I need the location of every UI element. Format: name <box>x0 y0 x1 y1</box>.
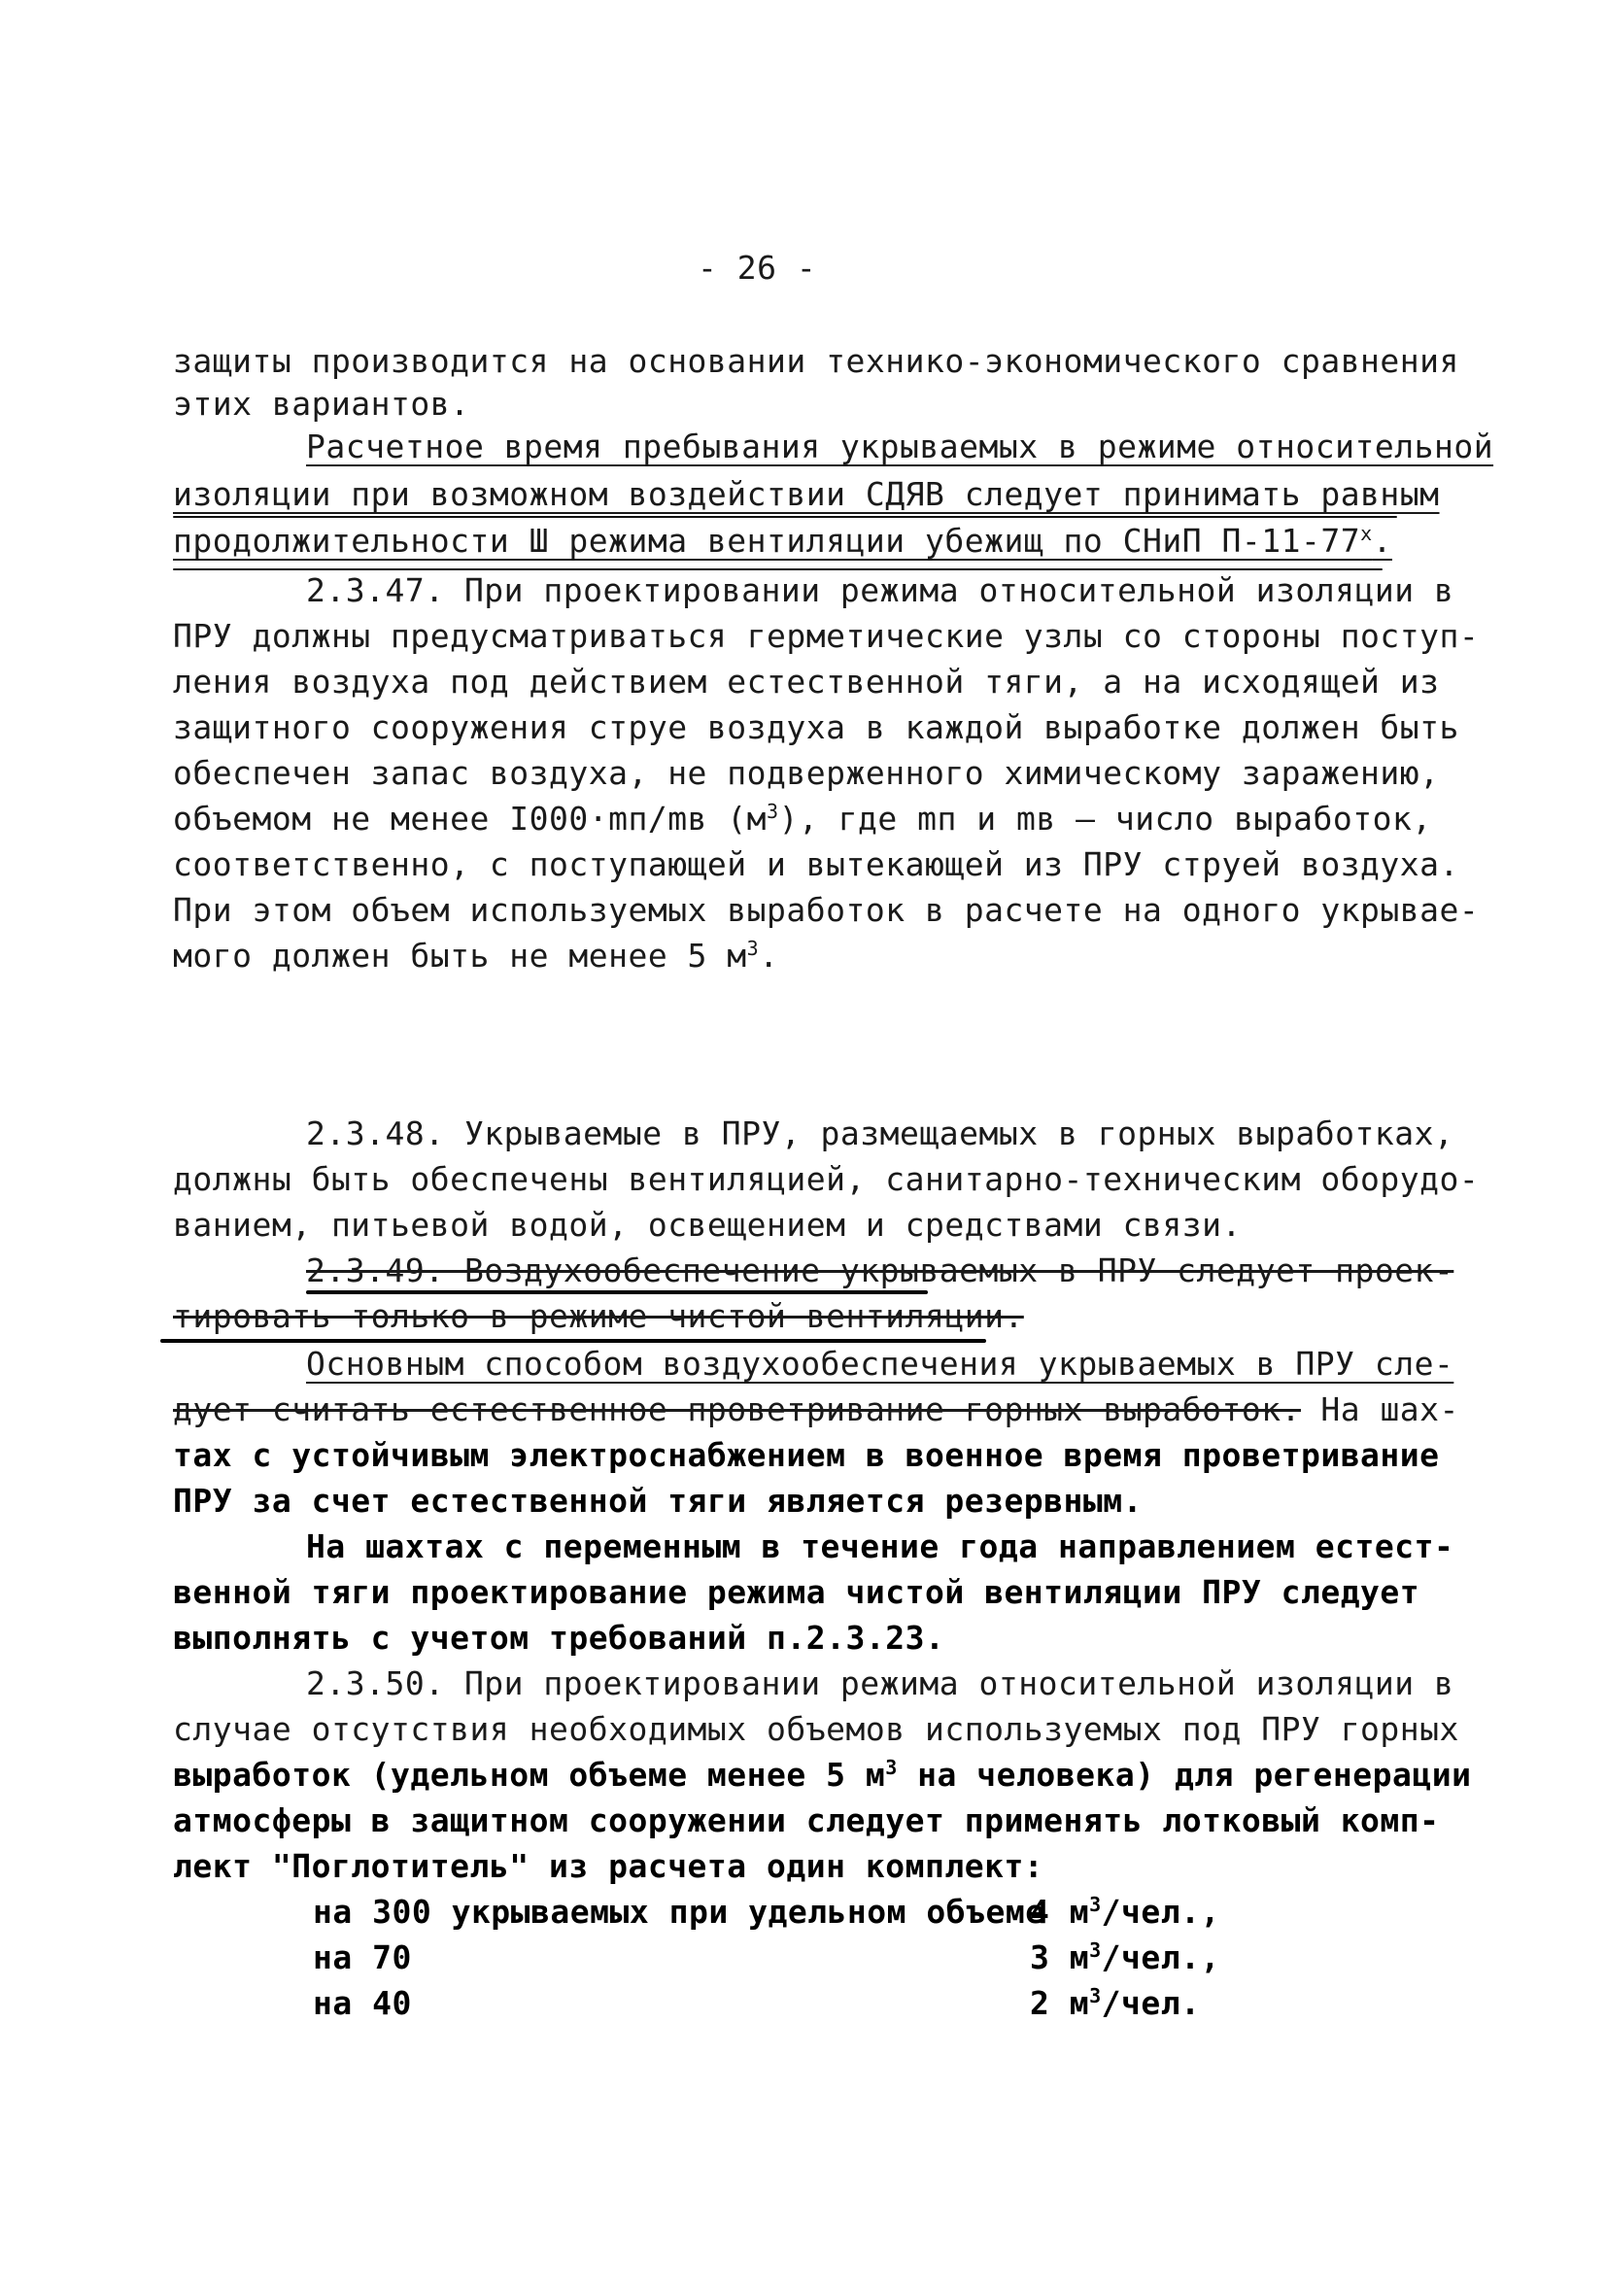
text-line: соответственно, с поступающей и вытекающей из ПРУ струей воздуха. <box>173 845 1459 883</box>
text-line: ванием, питьевой водой, освещением и средствами связи. <box>173 1206 1242 1244</box>
text-line: атмосферы в защитном сооружении следует применять лотковый комп- <box>173 1801 1440 1839</box>
text-line: На шахтах с переменным в течение года направлением естест- <box>306 1527 1454 1565</box>
text-line: 2.3.48. Укрываемые в ПРУ, размещаемых в горных выработках, <box>306 1114 1454 1152</box>
text-line: При этом объем используемых выработок в расчете на одного укрывае- <box>173 891 1480 929</box>
table-row-label: на 40 <box>313 1984 412 2022</box>
text-line: объемом не менее I000·mп/mв $(м^3)$, где mп и mв – число выработок, <box>173 800 1432 838</box>
text-line: мого должен быть не менее 5 $м^3$. <box>173 937 779 975</box>
table-row-value: 2 $м^3$/чел. <box>1030 1984 1201 2022</box>
text-line: случае отсутствия необходимых объемов используемых под ПРУ горных <box>173 1710 1459 1748</box>
pen-underline <box>173 516 1397 518</box>
text-line: выработок (удельном объеме менее 5 $м^3$ на человека) для регенерации <box>173 1756 1472 1794</box>
text-line: венной тяги проектирование режима чистой вентиляции ПРУ следует <box>173 1573 1420 1611</box>
text-line: 2.3.47. При проектировании режима относительной изоляции в <box>306 571 1454 609</box>
underlined-line: продолжительности Ш режима вентиляции убежищ по СНиП $П-11-77^х$. <box>173 522 1392 560</box>
text-line: выполнять с учетом требований п.2.3.23. <box>173 1619 945 1657</box>
text-line: защитного сооружения струе воздуха в каждой выработке должен быть <box>173 708 1459 746</box>
table-row-value: 4 $м^3$/чел., <box>1030 1893 1220 1931</box>
text-line: должны быть обеспечены вентиляцией, санитарно-техническим оборудо- <box>173 1160 1480 1198</box>
text-line: 2.3.50. При проектировании режима относительной изоляции в <box>306 1664 1454 1702</box>
text-line: ления воздуха под действием естественной тяги, а на исходящей из <box>173 663 1440 701</box>
underlined-line: Основным способом воздухообеспечения укрываемых в ПРУ сле- <box>306 1345 1454 1383</box>
text-line: лект "Поглотитель" из расчета один комплект: <box>173 1847 1044 1885</box>
pen-underline <box>173 568 1383 570</box>
text-line: защиты производится на основании технико-экономического сравнения <box>173 342 1459 380</box>
underlined-line: изоляции при возможном воздействии СДЯВ следует принимать равным <box>173 475 1440 513</box>
text-line: дует считать естественное проветривание горных выработок. На шах- <box>173 1390 1459 1428</box>
struck-line: тировать только в режиме чистой вентиляции. <box>173 1297 1024 1335</box>
page-number: - 26 - <box>698 249 817 287</box>
text-line: ПРУ за счет естественной тяги является резервным. <box>173 1482 1144 1520</box>
text-line: ПРУ должны предусматриваться герметические узлы со стороны поступ- <box>173 617 1480 655</box>
table-row-label: на 300 укрываемых при удельном объеме <box>313 1893 1045 1931</box>
table-row-label: на 70 <box>313 1938 412 1976</box>
text-line: обеспечен запас воздуха, не подверженного химическому заражению, <box>173 754 1440 792</box>
text-line: этих вариантов. <box>173 385 470 423</box>
underlined-line: Расчетное время пребывания укрываемых в режиме относительной <box>306 428 1494 465</box>
pen-underline <box>160 1339 986 1343</box>
pen-underline <box>306 1290 928 1294</box>
struck-line: 2.3.49. Воздухообеспечение укрываемых в ПРУ следует проек- <box>306 1251 1454 1289</box>
table-row-value: 3 $м^3$/чел., <box>1030 1938 1220 1976</box>
text-line: тах с устойчивым электроснабжением в военное время проветривание <box>173 1436 1440 1474</box>
